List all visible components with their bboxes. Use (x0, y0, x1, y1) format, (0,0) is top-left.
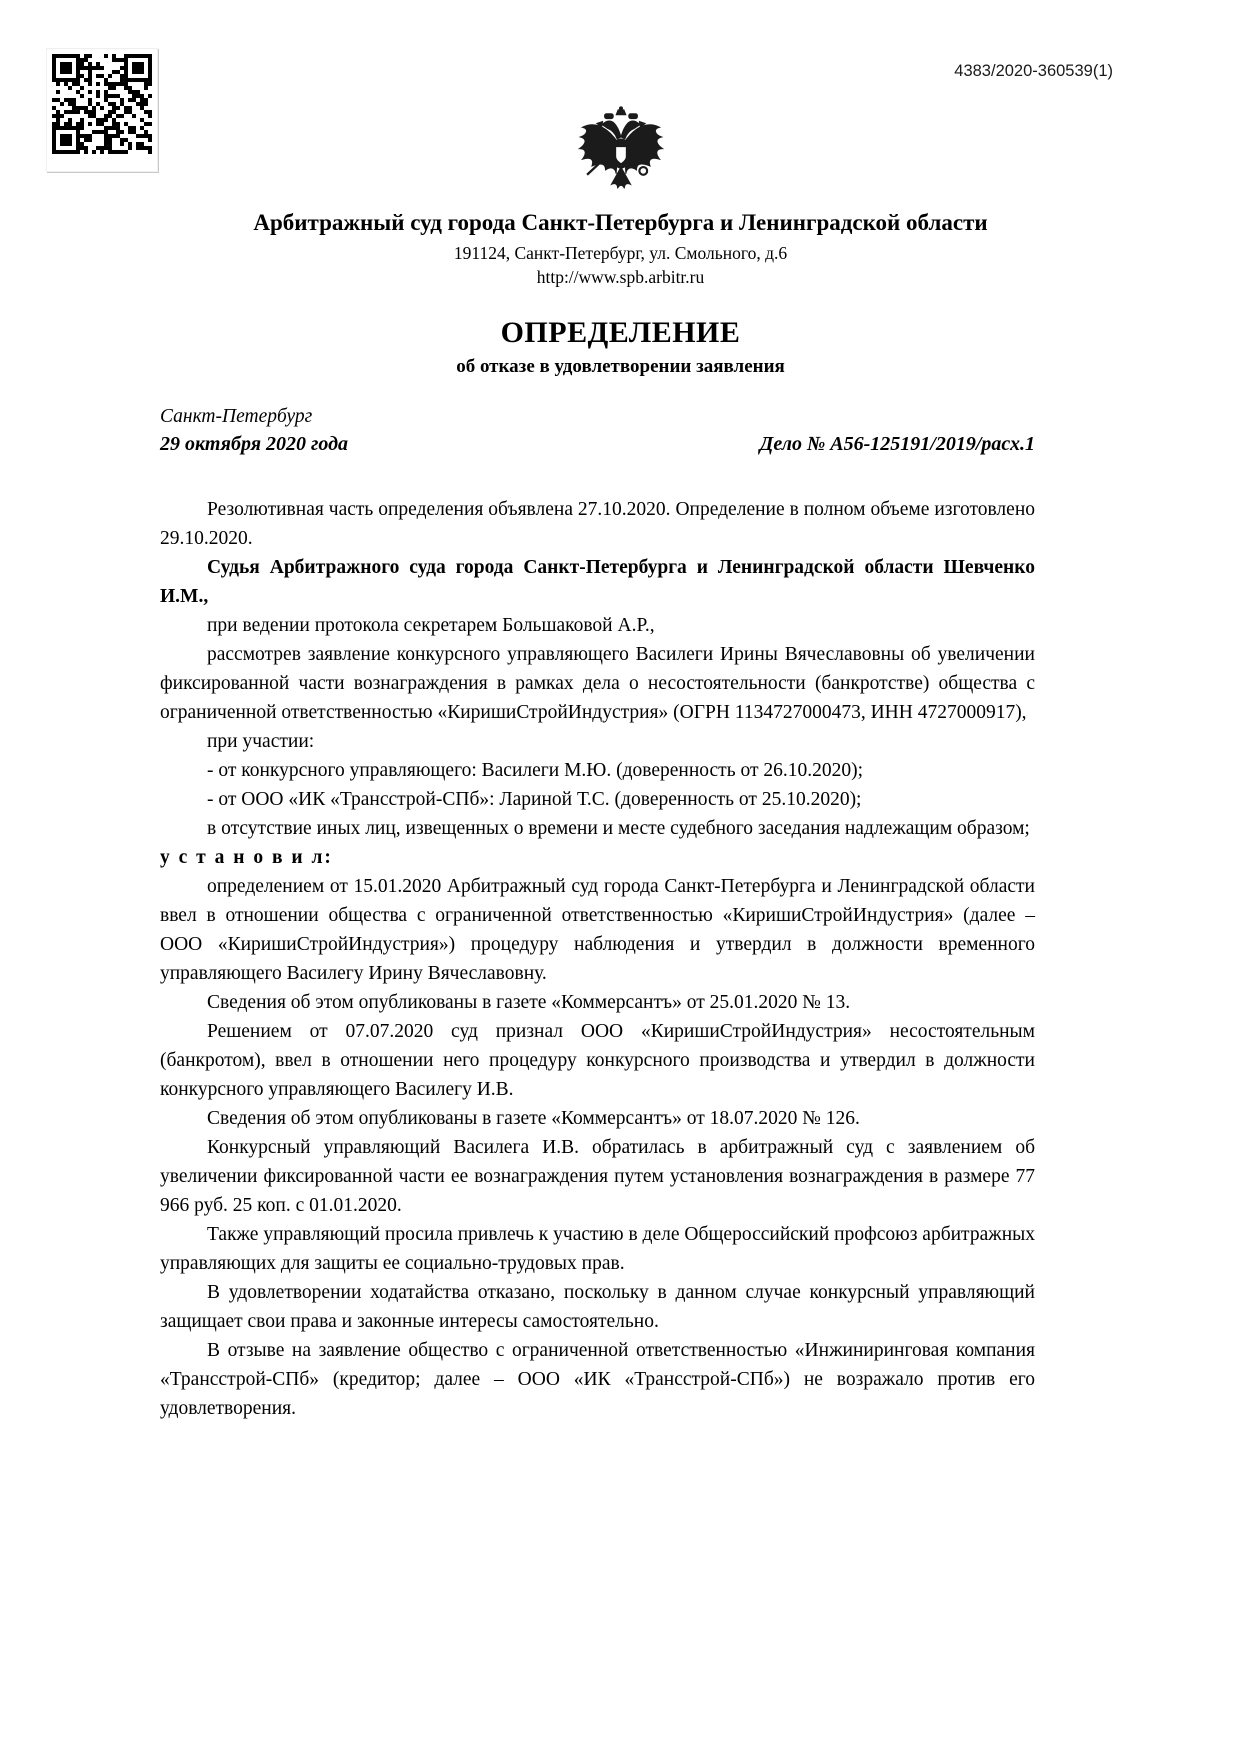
document-subtitle: об отказе в удовлетворении заявления (456, 356, 785, 377)
paragraph: Сведения об этом опубликованы в газете «Коммерсантъ» от 25.01.2020 № 13. (207, 992, 851, 1013)
court-website-url: http://www.spb.arbitr.ru (536, 267, 705, 287)
case-number: Дело № А56-125191/2019/расх.1 (759, 433, 1035, 455)
paragraph: Решением от 07.07.2020 суд признал ООО «КиришиСтройИндустрия» несостоятельным (банкротом), ввел в отношении него процедуру конкурсного производства и утвердил в должности конкурсного управляющего Василегу И.В. (160, 1021, 1035, 1100)
paragraph: рассмотрев заявление конкурсного управляющего Василеги Ирины Вячеславовны об увеличении фиксированной части вознаграждения в рамках дела о несостоятельности (банкротстве) общества с ограниченной ответственностью «КиришиСтройИндустрия» (ОГРН 1134727000473, ИНН 4727000917), (160, 644, 1035, 723)
paragraph: В удовлетворении ходатайства отказано, поскольку в данном случае конкурсный управляющий защищает свои права и законные интересы самостоятельно. (160, 1282, 1035, 1332)
paragraph: Конкурсный управляющий Василега И.В. обратилась в арбитражный суд с заявлением об увеличении фиксированной части ее вознаграждения путем установления вознаграждения в размере 77 966 руб. 25 коп. с 01.01.2020. (160, 1137, 1035, 1216)
russia-coat-of-arms-icon (571, 106, 671, 198)
paragraph: Резолютивная часть определения объявлена 27.10.2020. Определение в полном объеме изготовлено 29.10.2020. (160, 499, 1035, 549)
document-title: ОПРЕДЕЛЕНИЕ (500, 316, 741, 349)
attendee-item: - от конкурсного управляющего: Василеги М.Ю. (доверенность от 26.10.2020); (207, 760, 864, 781)
attendee-item: - от ООО «ИК «Трансстрой-СПб»: Лариной Т.С. (доверенность от 25.10.2020); (207, 789, 862, 810)
paragraph: Сведения об этом опубликованы в газете «Коммерсантъ» от 18.07.2020 № 126. (207, 1108, 860, 1129)
paragraph: при участии: (207, 731, 315, 752)
document-body (0, 404, 1241, 1423)
ruling-heading: у с т а н о в и л: (160, 847, 333, 868)
paragraph: определением от 15.01.2020 Арбитражный суд города Санкт-Петербурга и Ленинградской области ввел в отношении общества с ограниченной ответственностью «КиришиСтройИндустрия» (далее – ООО «КиришиСтройИндустрия») процедуру наблюдения и утвердил в должности временного управляющего Василегу Ирину Вячеславовну. (160, 876, 1035, 984)
qr-code-pattern (52, 54, 152, 154)
document-text (160, 495, 1035, 1423)
issue-city: Санкт-Петербург (160, 406, 313, 427)
court-name-heading: Арбитражный суд города Санкт-Петербурга и Ленинградской области (253, 210, 988, 235)
date-case-row (160, 431, 1035, 458)
paragraph: при ведении протокола секретарем Большаковой А.Р., (207, 615, 655, 636)
court-address: 191124, Санкт-Петербург, ул. Смольного, д.6 (453, 243, 788, 263)
issue-date: 29 октября 2020 года (160, 433, 349, 455)
paragraph: В отзыве на заявление общество с ограниченной ответственностью «Инжиниринговая компания «Трансстрой-СПб» (кредитор; далее – ООО «ИК «Трансстрой-СПб») не возражало против его удовлетворения. (160, 1340, 1035, 1419)
document-registration-number: 4383/2020-360539(1) (954, 62, 1113, 80)
judge-paragraph: Судья Арбитражного суда города Санкт-Петербурга и Ленинградской области Шевченко И.М., (160, 557, 1035, 607)
paragraph: Также управляющий просила привлечь к участию в деле Общероссийский профсоюз арбитражных управляющих для защиты ее социально-трудовых прав. (160, 1224, 1035, 1274)
paragraph: в отсутствие иных лиц, извещенных о времени и месте судебного заседания надлежащим образом; (207, 818, 1030, 839)
qr-code-icon (46, 48, 158, 172)
